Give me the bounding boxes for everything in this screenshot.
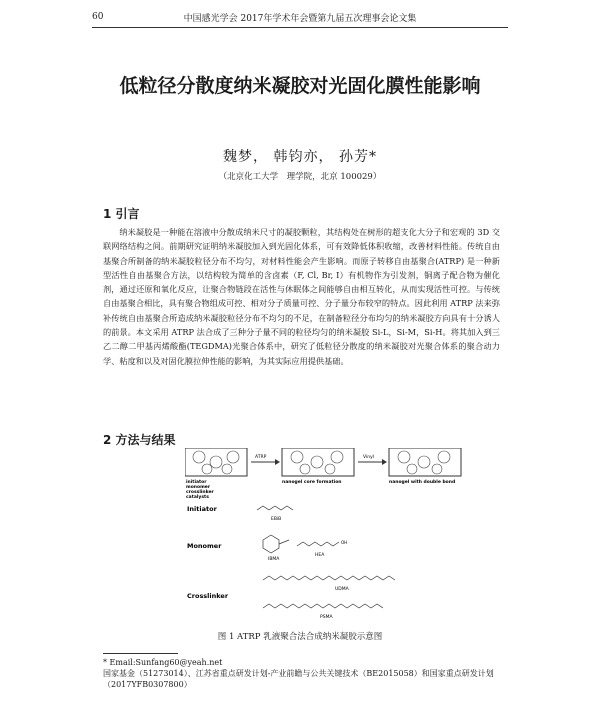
intro-paragraph: 纳米凝胶是一种能在溶液中分散成纳米尺寸的凝胶颗粒，其结构处在树形的超支化大分子和宏观的 3D 交联网络结构之间。前期研究证明纳米凝胶加入到光固化体系，可有效降低体积收缩，改善材料性能。传统自由基聚合所制备的纳米凝胶粒径分布不均匀，对材料性能会产生影响。而原子转移自由基聚合(ATRP) 是一种新型活性自由基聚合方法，以结构较为简单的含卤素（F, Cl, Br, I）有机物作为引发剂，铜离子配合物为催化剂，通过还原和氧化反应，让聚合物链段在活性与休眠体之间能够自由相互转化，从而实现活性可控。与传统自由基聚合相比，具有聚合物组成可控、相对分子质量可控、分子量分布较窄的特点。因此利用 ATRP 法来弥补传统自由基聚合所造成纳米凝胶粒径分布不均匀的不足，在制备粒径分布均匀的纳米凝胶方向具有十分诱人的前景。本文采用 ATRP 法合成了三种分子量不同的粒径均匀的纳米凝胶 Si-L，Si-M，Si-H。将其加入到三乙二醇二甲基丙烯酸酯(TEGDMA)光聚合体系中，研究了低粒径分散度的纳米凝胶对光聚合体系的聚合动力学、粘度和以及对固化膜拉伸性能的影响，为其实际应用提供基础。 — [103, 227, 500, 366]
stage3-box — [389, 448, 461, 476]
stage2-nanogels — [291, 451, 343, 474]
figure-scheme — [185, 448, 475, 623]
arrow-atrp-label: ATRP — [255, 455, 267, 460]
figure-caption: 图 1 ATRP 乳液聚合法合成纳米凝胶示意图 — [217, 632, 383, 642]
stage1-label-monomer: monomer — [186, 485, 211, 490]
arrow-vinyl-label: Vinyl — [363, 455, 374, 460]
compound-hea: HEA — [315, 553, 325, 558]
section-heading-methods: 2 方法与结果 — [103, 433, 176, 447]
row-label-crosslinker: Crosslinker — [187, 592, 229, 600]
running-header: 中国感光学会 2017年学术年会暨第九届五次理事会论文集 — [183, 14, 417, 24]
footnotes — [103, 657, 503, 690]
stage1-label-catalysts: catalysts — [186, 495, 209, 500]
figure-1 — [185, 448, 455, 623]
stage1-molecules — [193, 451, 239, 474]
ibma-structure — [263, 535, 279, 553]
page-number: 60 — [92, 12, 104, 22]
udma-structure — [263, 576, 395, 580]
row-label-monomer: Monomer — [187, 542, 222, 550]
footnote-rule — [103, 653, 178, 654]
affiliation: （北京化工大学 理学院，北京 100029） — [218, 172, 382, 182]
psma-structure — [263, 604, 383, 608]
ebib-structure — [257, 506, 293, 510]
authors: 魏梦， 韩钧亦， 孙芳* — [223, 149, 377, 165]
footnote-funding: 国家基金（51273014）、江苏省重点研发计划-产业前瞻与公共关键技术（BE2015058）和国家重点研发计划（2017YFB0307800） — [103, 669, 494, 689]
compound-udma: UDMA — [335, 587, 349, 592]
stage1-box — [185, 448, 247, 476]
stage2-label: nanogel core formation — [282, 480, 342, 485]
compound-ebib: EBiB — [271, 517, 282, 522]
footnote-email: * Email:Sunfang60@yeah.net — [103, 658, 223, 667]
hea-oh: OH — [341, 540, 348, 545]
stage3-label: nanogel with double bond — [389, 480, 456, 485]
paper-title: 低粒径分散度纳米凝胶对光固化膜性能影响 — [119, 75, 481, 97]
compound-ibma: IBMA — [268, 557, 280, 562]
compound-psma: PSMA — [320, 615, 333, 620]
section-heading-intro: 1 引言 — [103, 207, 140, 221]
stage1-label-crosslinker: crosslinker — [186, 490, 214, 495]
stage3-nanogels — [398, 451, 450, 474]
intro-body — [103, 225, 500, 368]
stage2-box — [282, 448, 354, 476]
row-label-initiator: Initiator — [187, 505, 217, 513]
stage1-label-initiator: initiator — [186, 480, 207, 485]
header-rule — [92, 27, 508, 28]
hea-structure — [297, 542, 339, 546]
